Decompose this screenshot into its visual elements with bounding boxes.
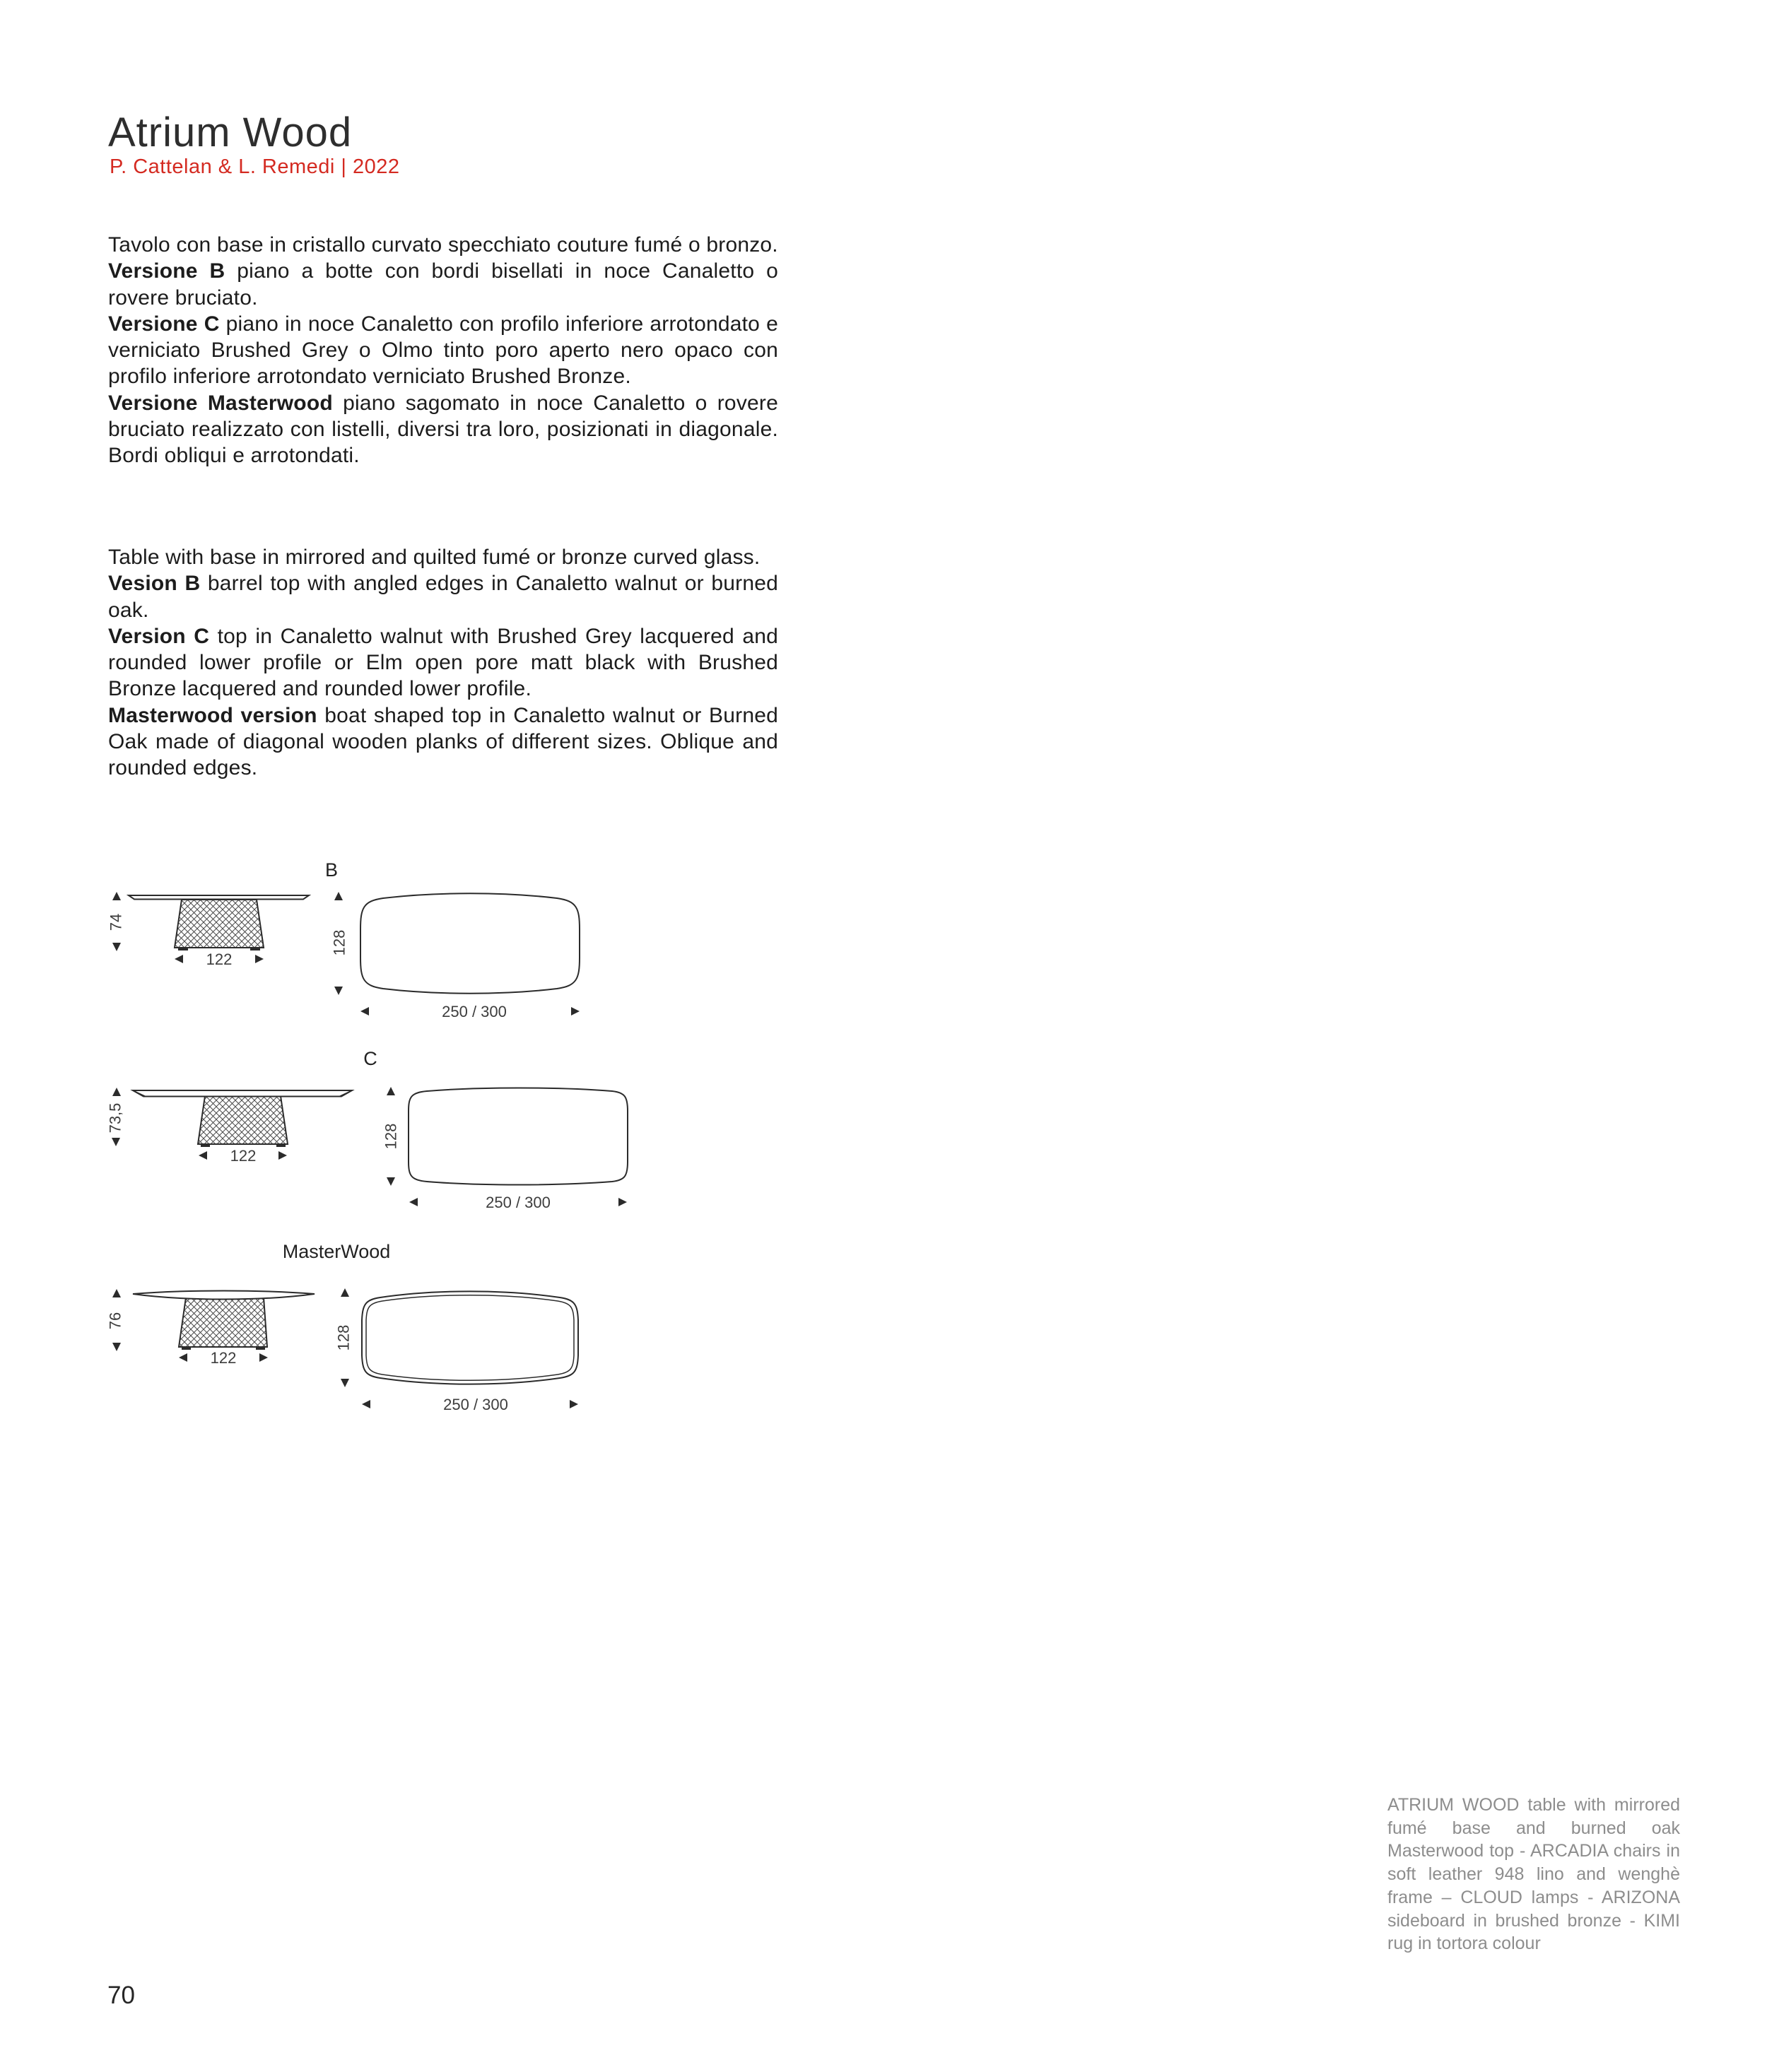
description-english	[108, 544, 778, 782]
diagram-masterwood-base-width-dim	[179, 1349, 268, 1367]
length-dim-value: 250 / 300	[486, 1194, 551, 1211]
base-width-dim-value: 122	[210, 1349, 237, 1367]
description-paragraph: Versione Masterwood piano sagomato in noce Canaletto o rovere bruciato realizzato con listelli, diversi tra loro, posizionati in diagonale. Bordi obliqui e arrotondati.	[108, 391, 778, 468]
base-width-dim-value: 122	[206, 950, 233, 968]
arrow-up-icon	[341, 1288, 349, 1297]
page-number: 70	[107, 1982, 135, 2009]
depth-dim-value: 128	[382, 1123, 400, 1150]
description-paragraph: Versione B piano a botte con bordi bisellati in noce Canaletto o rovere bruciato.	[108, 259, 778, 310]
diagram-b-side-view	[129, 895, 309, 950]
diagram-c-length-dim	[409, 1194, 627, 1211]
arrow-left-icon	[175, 955, 183, 963]
arrow-right-icon	[255, 955, 264, 963]
arrow-right-icon	[259, 1353, 268, 1362]
diagram-c-label: C	[363, 1048, 377, 1069]
diagram-version-masterwood	[99, 1237, 643, 1420]
tabletop-outline-inner	[366, 1295, 574, 1381]
diagram-masterwood-top-view	[362, 1291, 578, 1384]
diagram-b-length-dim	[360, 1003, 580, 1020]
description-paragraph: Table with base in mirrored and quilted fumé or bronze curved glass.	[108, 546, 761, 569]
pedestal-side	[198, 1096, 288, 1144]
description-paragraph: Tavolo con base in cristallo curvato specchiato couture fumé o bronzo.	[108, 233, 778, 257]
arrow-up-icon	[334, 892, 343, 900]
arrow-left-icon	[409, 1198, 418, 1206]
arrow-down-icon	[334, 987, 343, 995]
description-paragraph: Masterwood version boat shaped top in Canaletto walnut or Burned Oak made of diagonal wooden planks of different sizes. Oblique and rounded edges.	[108, 703, 778, 780]
diagram-b-label: B	[324, 859, 339, 881]
diagram-b-height-dim	[107, 892, 125, 951]
diagram-masterwood-length-dim	[362, 1396, 578, 1413]
pedestal-foot-right	[250, 948, 260, 950]
arrow-up-icon	[387, 1087, 395, 1095]
arrow-down-icon	[112, 1343, 121, 1351]
arrow-left-icon	[360, 1007, 369, 1016]
diagram-b-base-width-dim	[175, 950, 264, 968]
pedestal-side	[175, 900, 264, 948]
description-paragraph: Version C top in Canaletto walnut with Brushed Grey lacquered and rounded lower profile or Elm open pore matt black with Brushed Bronze lacquered and rounded lower profile.	[108, 624, 779, 701]
description-paragraph: Vesion B barrel top with angled edges in Canaletto walnut or burned oak.	[108, 572, 778, 622]
arrow-right-icon	[570, 1400, 578, 1408]
diagram-masterwood-side-view	[133, 1291, 315, 1350]
tabletop-side	[133, 1291, 315, 1300]
pedestal-foot-left	[178, 948, 188, 950]
arrow-down-icon	[341, 1379, 349, 1387]
depth-dim-value: 128	[330, 929, 348, 956]
arrow-up-icon	[112, 1289, 121, 1297]
pedestal-side	[179, 1297, 267, 1347]
height-dim-value: 76	[106, 1312, 124, 1330]
arrow-left-icon	[199, 1151, 207, 1160]
diagram-version-b	[99, 852, 594, 1028]
arrow-down-icon	[387, 1177, 395, 1186]
photo-caption: ATRIUM WOOD table with mirrored fumé base and burned oak Masterwood top - ARCADIA chairs in soft leather 948 lino and wenghè frame – CLOUD lamps - ARIZONA sideboard in brushed bronze - KIMI rug in tortora colour	[1387, 1795, 1680, 1954]
pedestal-foot-left	[201, 1144, 210, 1147]
length-dim-value: 250 / 300	[442, 1003, 507, 1020]
diagram-c-top-view	[409, 1088, 628, 1185]
diagram-b-depth-dim	[331, 892, 348, 995]
arrow-right-icon	[278, 1151, 287, 1160]
arrow-up-icon	[112, 1088, 121, 1096]
pedestal-foot-right	[256, 1347, 265, 1350]
height-dim-value: 73,5	[106, 1102, 124, 1134]
arrow-left-icon	[179, 1353, 187, 1362]
depth-dim-value: 128	[334, 1324, 353, 1351]
arrow-left-icon	[362, 1400, 370, 1408]
diagram-version-c	[99, 1047, 643, 1215]
length-dim-value: 250 / 300	[443, 1396, 508, 1413]
arrow-down-icon	[112, 1138, 120, 1146]
tabletop-outline	[409, 1088, 628, 1185]
arrow-right-icon	[618, 1198, 627, 1206]
arrow-up-icon	[112, 892, 121, 900]
description-italian	[108, 232, 778, 469]
tabletop-outline	[360, 893, 580, 994]
tabletop-side	[133, 1090, 352, 1097]
arrow-down-icon	[112, 943, 121, 951]
diagram-c-base-width-dim	[199, 1147, 287, 1165]
diagram-c-depth-dim	[382, 1087, 400, 1186]
pedestal-foot-left	[182, 1347, 191, 1350]
diagram-c-height-dim	[107, 1088, 124, 1146]
tabletop-side	[129, 895, 309, 900]
tabletop-outline-outer	[362, 1291, 578, 1384]
designer-credit: P. Cattelan & L. Remedi | 2022	[110, 155, 400, 178]
height-dim-value: 74	[107, 913, 125, 931]
diagram-b-top-view	[360, 893, 580, 994]
description-paragraph: Versione C piano in noce Canaletto con profilo inferiore arrotondato e verniciato Brushed Grey o Olmo tinto poro aperto nero opaco con profilo inferiore arrotondato verniciato Brushed Bronze.	[108, 312, 778, 389]
page-title: Atrium Wood	[108, 110, 353, 155]
base-width-dim-value: 122	[230, 1147, 257, 1165]
diagram-masterwood-height-dim	[107, 1289, 124, 1351]
pedestal-foot-right	[276, 1144, 286, 1147]
diagram-masterwood-depth-dim	[335, 1288, 353, 1387]
arrow-right-icon	[571, 1007, 580, 1016]
diagram-masterwood-label: MasterWood	[282, 1241, 391, 1262]
diagram-c-side-view	[133, 1090, 352, 1147]
